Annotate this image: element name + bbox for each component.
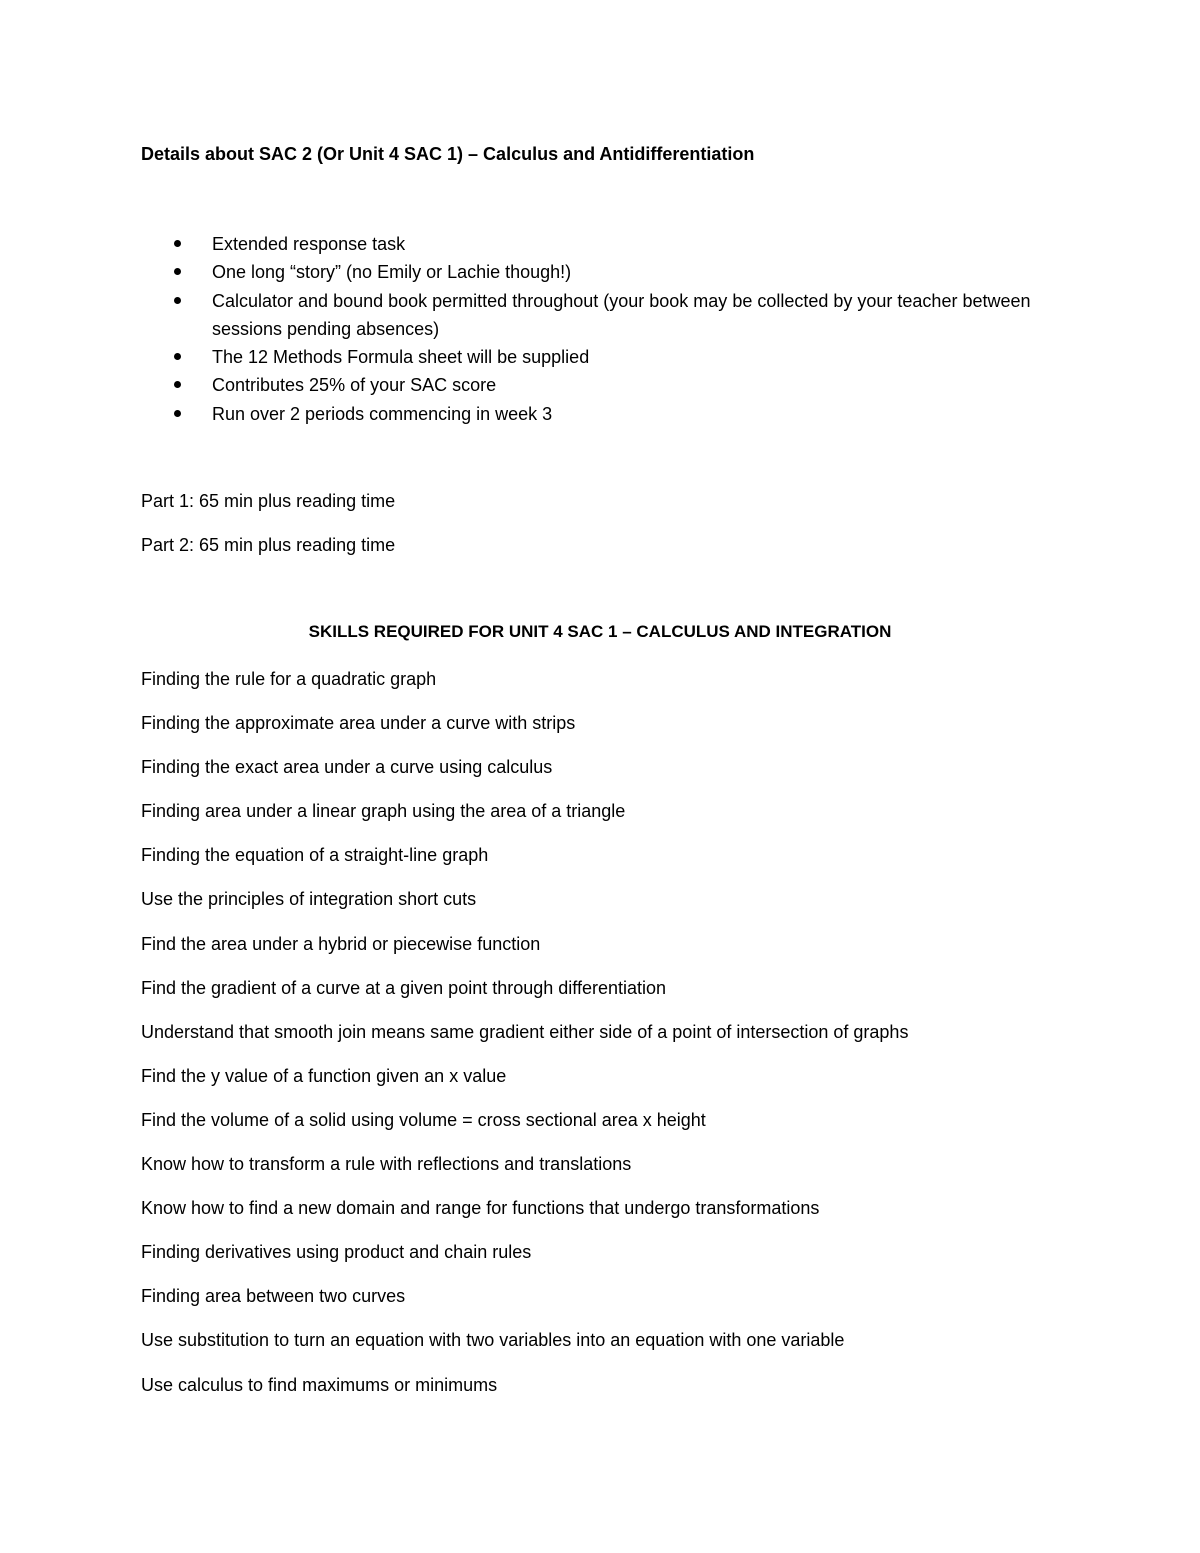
skill-item: Find the gradient of a curve at a given point through differentiation [141,977,667,998]
bullet-text: The 12 Methods Formula sheet will be supplied [212,347,590,368]
bullet-text: Contributes 25% of your SAC score [212,375,497,396]
skill-item: Finding area between two curves [141,1286,406,1307]
skill-item: Finding derivatives using product and chain rules [141,1242,532,1263]
bullet-icon [174,240,181,247]
part-1-timing: Part 1: 65 min plus reading time [141,491,396,511]
bullet-item [141,230,1061,258]
bullet-icon [174,381,181,388]
skill-item: Know how to transform a rule with reflections and translations [141,1154,632,1175]
skill-item: Find the area under a hybrid or piecewise function [141,933,541,954]
skill-item: Know how to find a new domain and range for functions that undergo transformations [141,1198,820,1219]
details-bullet-list [141,230,1061,428]
skill-item: Find the y value of a function given an x value [141,1065,507,1086]
part-2-timing: Part 2: 65 min plus reading time [141,535,396,555]
document-heading: Details about SAC 2 (Or Unit 4 SAC 1) – Calculus and Antidifferentiation [141,144,755,164]
bullet-icon [174,410,181,417]
skills-list [141,666,908,1416]
skill-item: Finding the exact area under a curve using calculus [141,757,553,778]
bullet-icon [174,353,181,360]
bullet-item [141,287,1061,344]
skill-item: Use calculus to find maximums or minimums [141,1374,498,1395]
skill-item: Finding the rule for a quadratic graph [141,669,437,689]
bullet-text: Extended response task [212,234,406,254]
bullet-icon [174,268,181,275]
skills-title: SKILLS REQUIRED FOR UNIT 4 SAC 1 – CALCULUS AND INTEGRATION [308,622,892,641]
bullet-text: Run over 2 periods commencing in week 3 [212,403,553,424]
skill-item: Finding area under a linear graph using the area of a triangle [141,801,626,822]
bullet-item [141,343,1061,371]
skill-item: Finding the approximate area under a curve with strips [141,713,576,734]
bullet-item [141,400,1061,428]
skill-item: Finding the equation of a straight-line graph [141,845,489,866]
skill-item: Understand that smooth join means same gradient either side of a point of intersection of graphs [141,1021,909,1042]
bullet-icon [174,297,181,304]
bullet-item [141,371,1061,399]
skill-item: Use substitution to turn an equation with two variables into an equation with one variable [141,1330,845,1351]
skill-item: Use the principles of integration short cuts [141,889,477,910]
bullet-item [141,258,1061,286]
bullet-text: Calculator and bound book permitted throughout (your book may be collected by your teacher between sessions pending absences) [212,290,1031,339]
bullet-text: One long “story” (no Emily or Lachie though!) [212,262,572,283]
skill-item: Find the volume of a solid using volume = cross sectional area x height [141,1109,706,1130]
